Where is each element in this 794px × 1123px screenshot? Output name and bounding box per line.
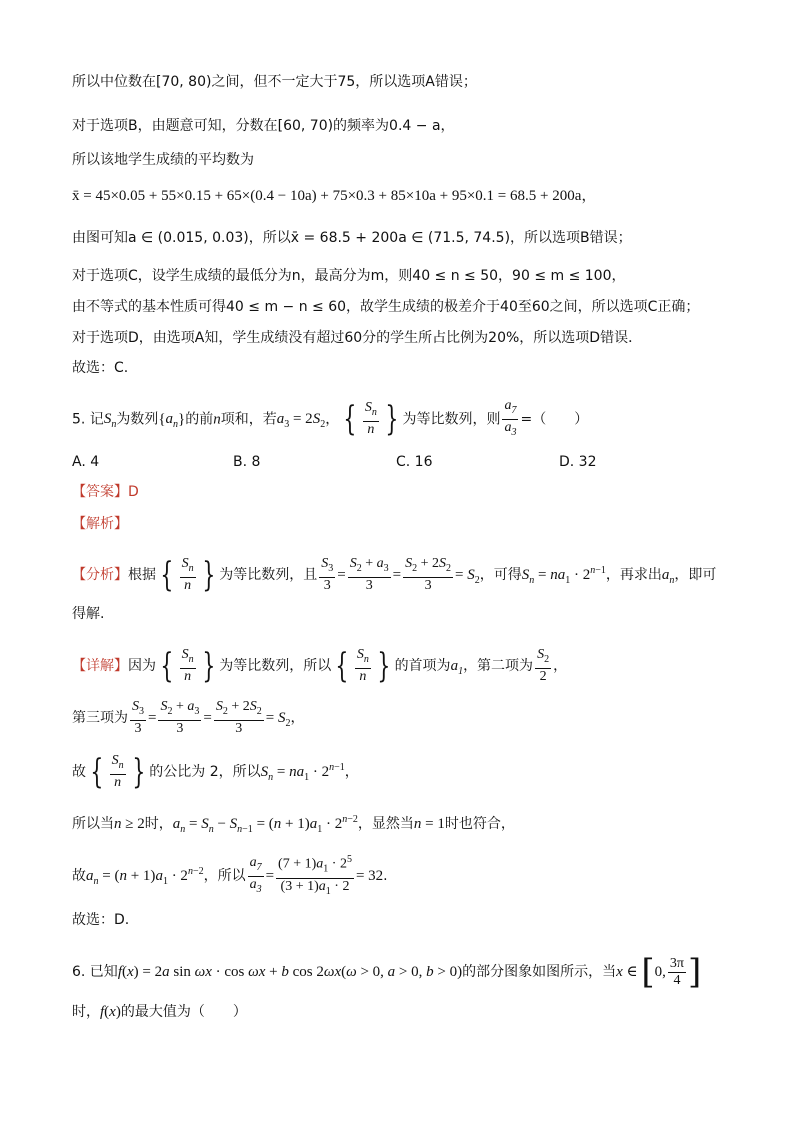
third-text: 第三项为: [72, 710, 128, 726]
text-line-2: 对于选项B，由题意可知，分数在[60, 70)的频率为0.4 − a，: [72, 118, 455, 134]
xj-text-3: 的首项为: [394, 658, 451, 674]
text-line-8: 对于选项D，由选项A知，学生成绩没有超过60分的学生所占比例为20%，所以选项D错误．: [72, 330, 643, 346]
option-a: A. 4: [72, 454, 100, 470]
q5-text-5: =（ ）: [520, 411, 589, 428]
option-c: C. 16: [396, 454, 433, 470]
question-5: 5. 记$S_n$为数列$\{a_n\}$的前n项和，若$a_3 = 2S_2$， { $\frac{S_n}{n}$ } 为等比数列，则 $\frac{a_7}{a_3}$ =（ ）: [72, 398, 589, 440]
q6-text-3: 时，: [72, 1004, 100, 1020]
gu2-text-2: ，所以: [203, 868, 246, 884]
recurrence-line: 所以当n ≥ 2时，$a_n = S_n - S_{n-1} = (n + 1)a_1 \cdot 2^{n-2}$，显然当n = 1时也符合，: [72, 814, 515, 835]
fenxi-label: 【分析】: [72, 567, 128, 583]
fenxi-line: 【分析】根据 { $\frac{S_n}{n}$ } 为等比数列，且 $\frac{S_3}{3}$ = $\frac{S_2 + a_3}{3}$ = $\frac{S_2 + 2S_2}{3}$ = $S_2$，可得$S_n = na_1 \cdot 2^{n-1}$，再求出$a_n$，即可: [72, 554, 717, 595]
fenxi-line-2: 得解.: [72, 606, 105, 622]
fenxi-text-3: ，可得: [479, 567, 522, 583]
question-6: 6. 已知f(x) = 2a sin ωx · cos ωx + b cos 2ωx(ω > 0, a > 0, b > 0)的部分图象如图所示，当x ∈ [0, $\frac{3\pi}{4}$ ]: [72, 952, 702, 992]
q5-text-3: 项和，若: [220, 411, 277, 428]
choose-d: 故选：D.: [72, 912, 130, 928]
third-term-line: 第三项为 $\frac{S_3}{3}$ = $\frac{S_2 + a_3}{3}$ = $\frac{S_2 + 2S_2}{3}$ = $S_2$，: [72, 699, 305, 736]
when-text-3: ，显然当: [357, 816, 414, 832]
fenxi-text-5: ，即可: [674, 567, 717, 583]
q5-prefix: 5. 记: [72, 411, 104, 428]
q5-text-1: 为数列: [116, 411, 159, 428]
text-line-6: 对于选项C，设学生成绩的最低分为n，最高分为m，则40 ≤ n ≤ 50，90 ≤ m ≤ 100，: [72, 268, 626, 284]
answer-label: 【答案】D: [72, 484, 139, 500]
option-d: D. 32: [559, 454, 597, 470]
when-text-4: 时也符合，: [444, 816, 515, 832]
text-line-5: 由图可知a ∈ (0.015, 0.03)，所以x̄ = 68.5 + 200a ∈ (71.5, 74.5)，所以选项B错误；: [72, 230, 632, 246]
final-calc-line: 故$a_n = (n + 1)a_1 \cdot 2^{n-2}$，所以 $\frac{a_7}{a_3}$ = $\frac{(7 + 1)a_1 \cdot 2^5}{(3 + 1)a_1 \cdot 2}$ = 32.: [72, 854, 388, 897]
gu2-text-1: 故: [72, 868, 86, 884]
question-6-line-2: 时，f(x)的最大值为（ ）: [72, 1004, 247, 1020]
text-line-7: 由不等式的基本性质可得40 ≤ m − n ≤ 60，故学生成绩的极差介于40至60之间，所以选项C正确；: [72, 299, 700, 315]
ratio-line: 故 { $\frac{S_n}{n}$ } 的公比为 2，所以$S_n = na_1 \cdot 2^{n-1}$，: [72, 751, 359, 792]
fenxi-text-2: 为等比数列，且: [219, 567, 318, 583]
fenxi-text-4: ，再求出: [605, 567, 662, 583]
fenxi-text-1: 根据: [128, 567, 156, 583]
q5-text-4: 为等比数列，则: [402, 411, 501, 428]
xj-text-4: ，第二项为: [463, 658, 534, 674]
gu-text-2: 的公比为 2，所以: [149, 764, 261, 780]
gu-text-1: 故: [72, 764, 86, 780]
analysis-label: 【解析】: [72, 516, 128, 532]
text-line-3: 所以该地学生成绩的平均数为: [72, 152, 254, 168]
option-b: B. 8: [233, 454, 261, 470]
when-text-2: 时，: [144, 816, 173, 832]
xj-text-1: 因为: [128, 658, 156, 674]
xiangjie-line: 【详解】因为 { $\frac{S_n}{n}$ } 为等比数列，所以 { $\frac{S_n}{n}$ } 的首项为$a_1$，第二项为 $\frac{S_2}{2}$ ，: [72, 645, 568, 686]
when-text-1: 所以当: [72, 816, 114, 832]
text-line-1: 所以中位数在[70, 80)之间，但不一定大于75，所以选项A错误；: [72, 74, 477, 90]
xj-text-2: 为等比数列，所以: [219, 658, 332, 674]
q6-text-4: 的最大值为（ ）: [120, 1004, 247, 1020]
xiangjie-label: 【详解】: [72, 658, 128, 674]
q6-text-1: 6. 已知: [72, 964, 118, 980]
mean-formula: x̄ = 45×0.05 + 55×0.15 + 65×(0.4 − 10a) + 75×0.3 + 85×10a + 95×0.1 = 68.5 + 200a，: [72, 188, 597, 204]
q6-text-2: 的部分图象如图所示，当: [462, 964, 617, 980]
q5-text-2: 的前: [185, 411, 214, 428]
choose-c: 故选：C.: [72, 360, 129, 376]
